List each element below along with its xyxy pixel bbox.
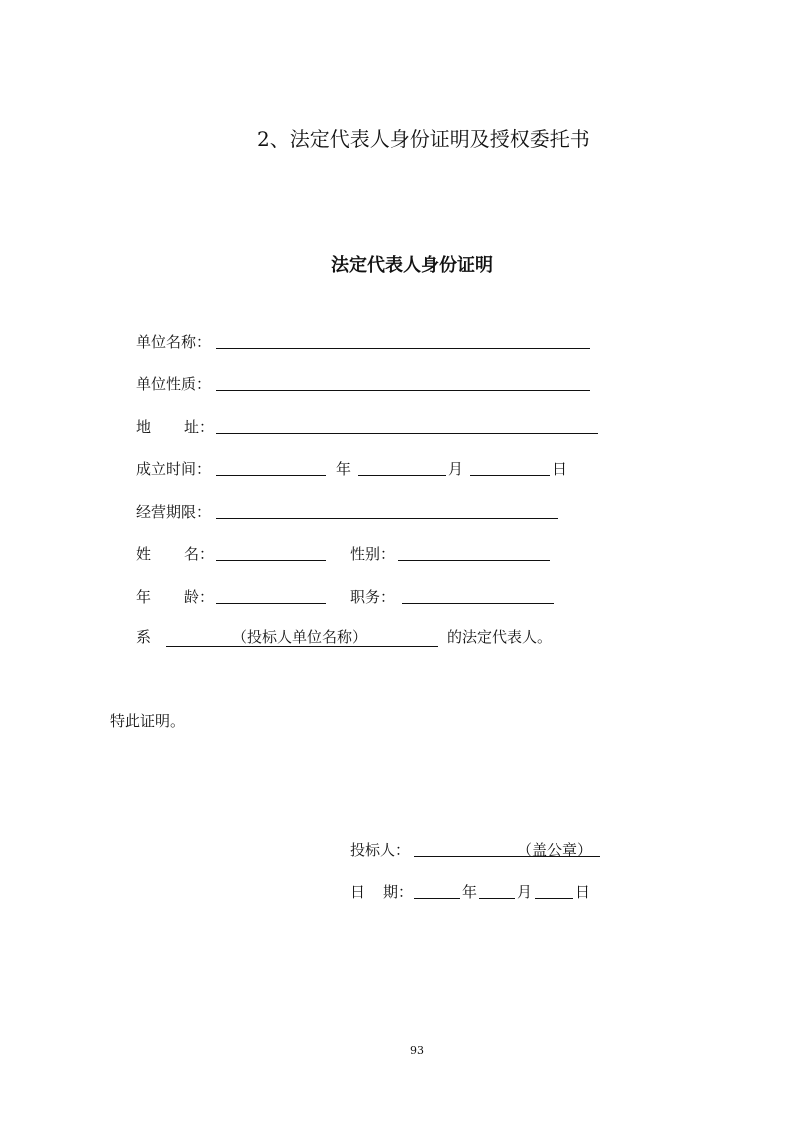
- statement-suffix: 的法定代表人。: [447, 628, 553, 646]
- address-label-second: 址：: [184, 418, 215, 436]
- address-line[interactable]: [216, 433, 598, 434]
- unit-name-label: 单位名称：: [136, 333, 212, 351]
- bidder-label: 投标人：: [350, 841, 411, 859]
- established-label: 成立时间：: [136, 460, 212, 478]
- closing-text: 特此证明。: [110, 712, 186, 730]
- name-line[interactable]: [216, 560, 326, 561]
- position-line[interactable]: [402, 603, 554, 604]
- name-label-second: 名：: [184, 545, 215, 563]
- established-month-unit: 月: [448, 460, 464, 478]
- statement-blank-line[interactable]: [166, 646, 438, 647]
- page-number: 93: [410, 1044, 424, 1057]
- established-month-line[interactable]: [358, 475, 446, 476]
- term-line[interactable]: [216, 518, 558, 519]
- date-label-second: 期：: [383, 883, 414, 901]
- date-month-line[interactable]: [479, 898, 515, 899]
- age-label-first: 年: [136, 588, 152, 606]
- unit-name-line[interactable]: [216, 348, 590, 349]
- statement-placeholder: （投标人单位名称）: [232, 628, 368, 646]
- established-year-unit: 年: [336, 460, 352, 478]
- established-day-line[interactable]: [470, 475, 550, 476]
- term-label: 经营期限：: [136, 503, 212, 521]
- name-label-first: 姓: [136, 545, 152, 563]
- address-label-first: 地: [136, 418, 152, 436]
- established-day-unit: 日: [552, 460, 568, 478]
- section-heading: 2、法定代表人身份证明及授权委托书: [257, 127, 590, 151]
- position-label: 职务：: [350, 588, 396, 606]
- statement-prefix: 系: [136, 628, 152, 646]
- date-year-unit: 年: [462, 883, 478, 901]
- seal-placeholder: （盖公章）: [517, 841, 593, 859]
- age-label-second: 龄：: [184, 588, 215, 606]
- date-day-unit: 日: [575, 883, 591, 901]
- gender-line[interactable]: [398, 560, 550, 561]
- unit-nature-line[interactable]: [216, 390, 590, 391]
- age-line[interactable]: [216, 603, 326, 604]
- date-label-first: 日: [350, 883, 366, 901]
- form-title: 法定代表人身份证明: [331, 255, 493, 276]
- date-month-unit: 月: [517, 883, 533, 901]
- date-day-line[interactable]: [535, 898, 573, 899]
- unit-nature-label: 单位性质：: [136, 375, 212, 393]
- date-year-line[interactable]: [414, 898, 460, 899]
- established-year-line[interactable]: [216, 475, 326, 476]
- gender-label: 性别：: [350, 545, 396, 563]
